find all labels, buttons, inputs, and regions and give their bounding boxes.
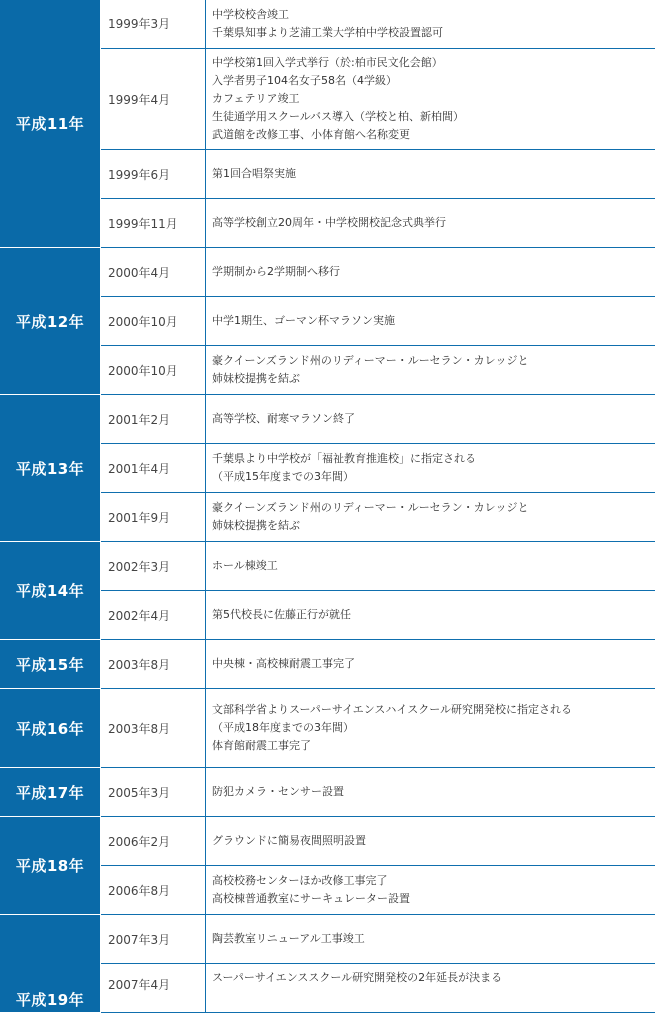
event-line: 中学校校舎竣工: [212, 6, 649, 24]
date-cell: 2001年9月: [101, 493, 206, 542]
date-cell: 2002年3月: [101, 542, 206, 591]
event-cell: [206, 964, 655, 1013]
event-line: 文部科学省よりスーパーサイエンスハイスクール研究開発校に指定される: [212, 701, 649, 719]
era-cell: 平成18年: [0, 817, 101, 915]
event-cell: [206, 591, 655, 640]
event-line: スーパーサイエンススクール研究開発校の2年延長が決まる: [212, 969, 649, 987]
date-cell: 2005年3月: [101, 768, 206, 817]
event-cell: [206, 297, 655, 346]
table-row: [0, 248, 655, 297]
event-line: ホール棟竣工: [212, 557, 649, 575]
date-cell: 1999年3月: [101, 0, 206, 49]
event-line: 防犯カメラ・センサー設置: [212, 783, 649, 801]
event-cell: [206, 640, 655, 689]
event-line: 体育館耐震工事完了: [212, 737, 649, 755]
era-cell: 平成12年: [0, 248, 101, 395]
date-cell: 2003年8月: [101, 689, 206, 768]
event-line: 陶芸教室リニューアル工事竣工: [212, 930, 649, 948]
date-cell: 2000年10月: [101, 297, 206, 346]
event-line: 中学1期生、ゴーマン杯マラソン実施: [212, 312, 649, 330]
event-line: 高校校務センターほか改修工事完了: [212, 872, 649, 890]
era-cell: 平成13年: [0, 395, 101, 542]
event-line: 高校棟普通教室にサーキュレーター設置: [212, 890, 649, 908]
era-cell: 平成14年: [0, 542, 101, 640]
table-row: [0, 0, 655, 49]
event-line: 豪クイーンズランド州のリディーマー・ルーセラン・カレッジと: [212, 352, 649, 370]
event-cell: [206, 493, 655, 542]
event-cell: [206, 689, 655, 768]
date-cell: 2000年10月: [101, 346, 206, 395]
event-cell: [206, 866, 655, 915]
event-cell: [206, 768, 655, 817]
event-cell: [206, 0, 655, 49]
table-row: [0, 640, 655, 689]
date-cell: 2007年4月: [101, 964, 206, 1013]
event-line: 姉妹校提携を結ぶ: [212, 370, 649, 388]
event-line: 高等学校、耐寒マラソン終了: [212, 410, 649, 428]
table-row: [0, 817, 655, 866]
table-row: [0, 395, 655, 444]
event-cell: [206, 49, 655, 150]
table-row: [0, 542, 655, 591]
date-cell: 2003年8月: [101, 640, 206, 689]
event-cell: [206, 150, 655, 199]
date-cell: 2002年4月: [101, 591, 206, 640]
event-line: 第5代校長に佐藤正行が就任: [212, 606, 649, 624]
date-cell: 2001年4月: [101, 444, 206, 493]
event-line: 学期制から2学期制へ移行: [212, 263, 649, 281]
event-line: 千葉県より中学校が「福祉教育推進校」に指定される: [212, 450, 649, 468]
event-cell: [206, 444, 655, 493]
event-cell: [206, 199, 655, 248]
date-cell: 2001年2月: [101, 395, 206, 444]
event-line: 武道館を改修工事、小体育館へ名称変更: [212, 126, 649, 144]
event-cell: [206, 395, 655, 444]
event-cell: [206, 542, 655, 591]
event-line: 第1回合唱祭実施: [212, 165, 649, 183]
event-line: 千葉県知事より芝浦工業大学柏中学校設置認可: [212, 24, 649, 42]
event-line: グラウンドに簡易夜間照明設置: [212, 832, 649, 850]
era-cell: 平成15年: [0, 640, 101, 689]
event-line: （平成15年度までの3年間）: [212, 468, 649, 486]
era-cell: 平成16年: [0, 689, 101, 768]
event-cell: [206, 346, 655, 395]
date-cell: 1999年6月: [101, 150, 206, 199]
era-cell: 平成11年: [0, 0, 101, 248]
event-line: 豪クイーンズランド州のリディーマー・ルーセラン・カレッジと: [212, 499, 649, 517]
event-cell: [206, 915, 655, 964]
date-cell: 2006年2月: [101, 817, 206, 866]
event-line: 中央棟・高校棟耐震工事完了: [212, 655, 649, 673]
event-line: 中学校第1回入学式挙行（於:柏市民文化会館）: [212, 54, 649, 72]
event-line: （平成18年度までの3年間）: [212, 719, 649, 737]
date-cell: 2006年8月: [101, 866, 206, 915]
event-line: 姉妹校提携を結ぶ: [212, 517, 649, 535]
table-row: [0, 689, 655, 768]
date-cell: 1999年4月: [101, 49, 206, 150]
event-line: 高等学校創立20周年・中学校開校記念式典挙行: [212, 214, 649, 232]
date-cell: 1999年11月: [101, 199, 206, 248]
event-line: 入学者男子104名女子58名（4学級）: [212, 72, 649, 90]
era-cell: 平成19年: [0, 915, 101, 1013]
event-line: 生徒通学用スクールバス導入（学校と柏、新柏間）: [212, 108, 649, 126]
date-cell: 2000年4月: [101, 248, 206, 297]
date-cell: 2007年3月: [101, 915, 206, 964]
era-cell: 平成17年: [0, 768, 101, 817]
event-cell: [206, 817, 655, 866]
event-cell: [206, 248, 655, 297]
table-row: [0, 915, 655, 964]
table-row: [0, 768, 655, 817]
event-line: カフェテリア竣工: [212, 90, 649, 108]
